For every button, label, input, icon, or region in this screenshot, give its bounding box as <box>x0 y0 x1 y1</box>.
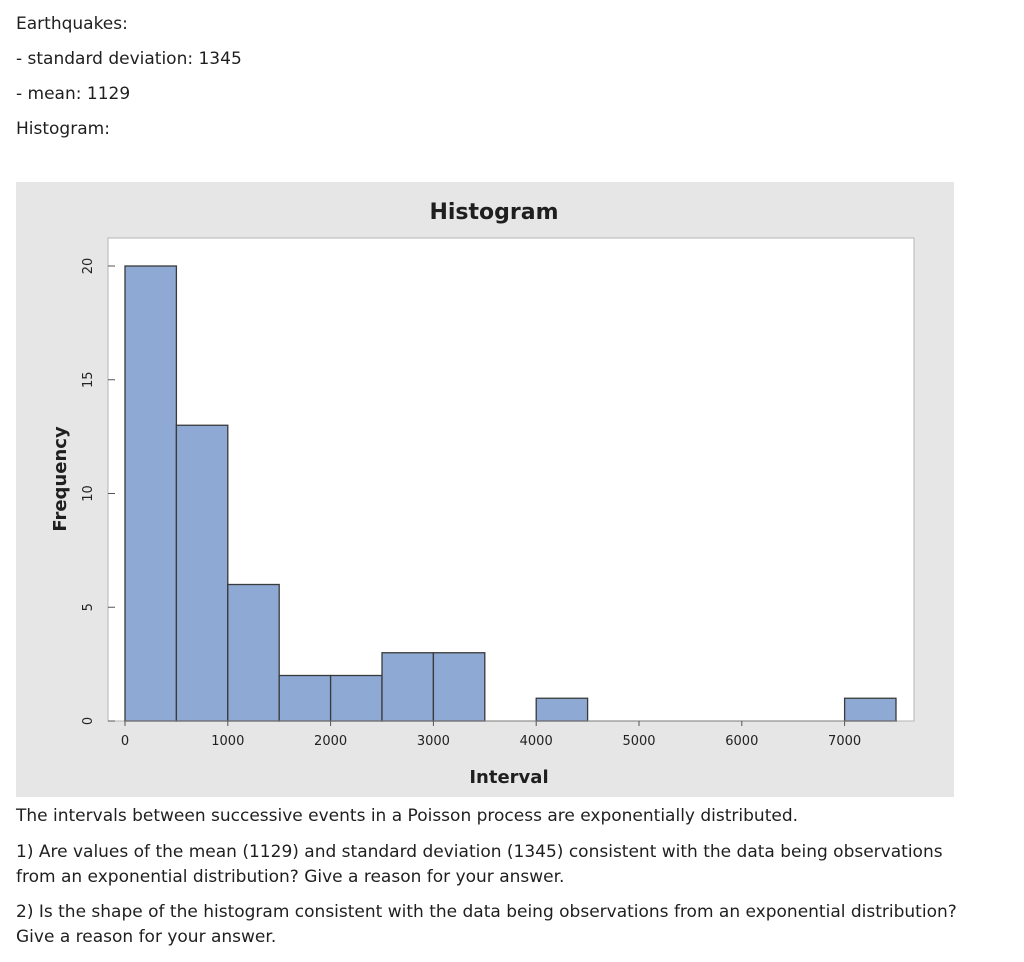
y-tick-label-15: 15 <box>81 371 96 389</box>
chart-svg <box>16 182 954 797</box>
y-tick-label-5: 5 <box>81 603 96 612</box>
y-axis-label: Frequency <box>50 426 71 532</box>
x-tick-label-1000: 1000 <box>211 734 245 749</box>
x-tick-label-4000: 4000 <box>519 734 553 749</box>
question-2: 2) Is the shape of the histogram consistent with the data being observations from an exponential distribution? Give a reason for your answer. <box>16 902 957 947</box>
y-tick-label-20: 20 <box>81 257 96 275</box>
histogram-bar-5 <box>382 653 433 721</box>
x-axis-label: Interval <box>469 767 549 788</box>
x-tick-label-2000: 2000 <box>314 734 348 749</box>
question-1: 1) Are values of the mean (1129) and standard deviation (1345) consistent with the data being observations from an exponential distribution? Give a reason for your answer. <box>16 842 943 887</box>
histogram-bar-3 <box>279 676 330 722</box>
mean-text: - mean: 1129 <box>16 84 131 104</box>
histogram-bar-4 <box>331 676 382 722</box>
x-tick-label-6000: 6000 <box>725 734 759 749</box>
histogram-bar-1 <box>176 425 227 721</box>
x-tick-label-5000: 5000 <box>622 734 656 749</box>
histogram-bar-2 <box>228 585 279 722</box>
x-tick-label-3000: 3000 <box>416 734 450 749</box>
std-dev-text: - standard deviation: 1345 <box>16 49 242 69</box>
x-tick-label-7000: 7000 <box>828 734 862 749</box>
histogram-bar-14 <box>845 698 896 721</box>
histogram-bar-6 <box>433 653 484 721</box>
dataset-label: Earthquakes: <box>16 14 128 34</box>
histogram-bar-0 <box>125 266 176 721</box>
y-tick-label-0: 0 <box>81 716 96 726</box>
histogram-label: Histogram: <box>16 119 110 139</box>
histogram-chart <box>16 182 954 797</box>
y-tick-label-10: 10 <box>81 485 96 502</box>
x-tick-label-0: 0 <box>120 734 130 749</box>
intro-paragraph: The intervals between successive events in a Poisson process are exponentially distributed. <box>16 806 799 826</box>
histogram-bar-8 <box>536 698 587 721</box>
chart-title: Histogram <box>429 200 559 225</box>
